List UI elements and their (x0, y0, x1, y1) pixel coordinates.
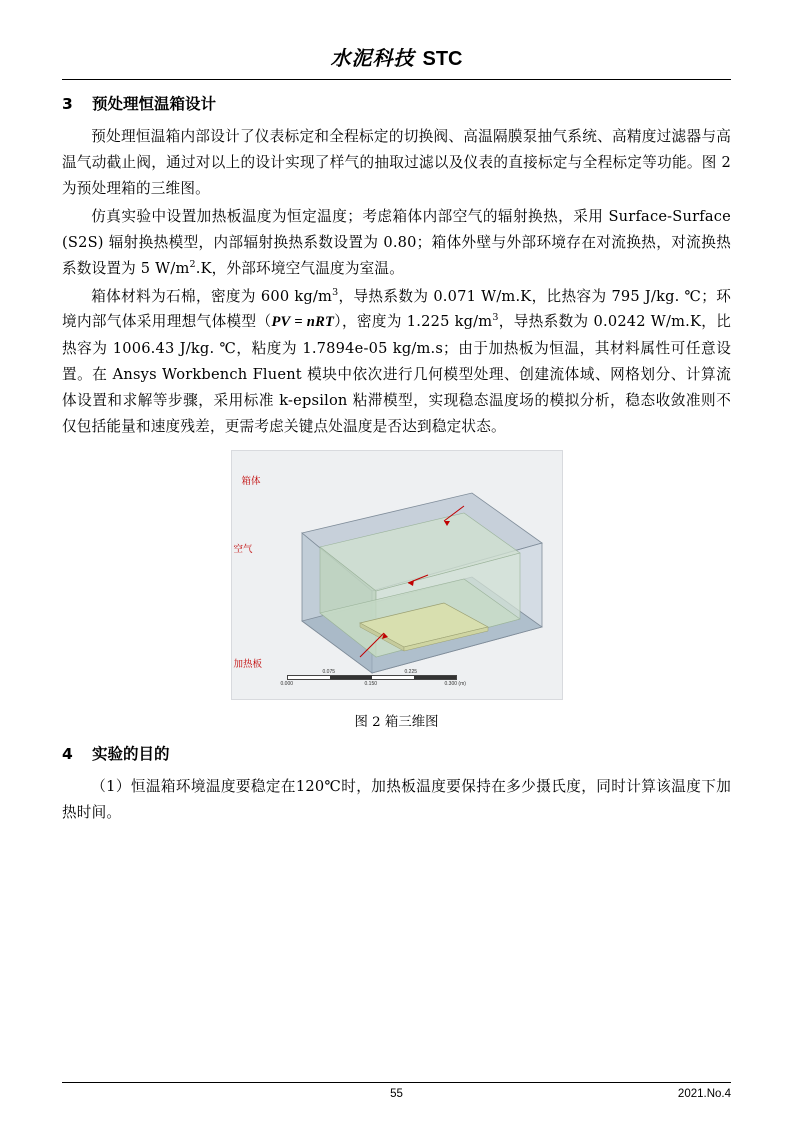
section-title-4: 实验的目的 (92, 745, 170, 764)
paragraph-2 (62, 204, 731, 282)
paragraph-3-part-d: ，导热系数为 0.0242 W/m.K，比热容为 1006.43 J/kg. ℃，粘度为 1.7894e-05 kg/m.s；由于加热板为恒温，其材料属性可任意设置。在 Ansys Workbench Fluent 模块中依次进行几何模型处理、创建流体域、网格划分、计算流体设置和求解等步骤，采用标准 k-epsilon 粘滞模型，实现稳态温度场的模拟分析，稳态收敛准则不仅包括能量和速度残差，更需考虑关键点处温度是否达到稳定状态。 (62, 313, 731, 436)
paragraph-4: （1）恒温箱环境温度要稳定在120℃时，加热板温度要保持在多少摄氏度，同时计算该温度下加热时间。 (62, 778, 731, 821)
scalebar-tick-1: 0.150 (364, 681, 378, 688)
paragraph-2-part-a: 仿真实验中设置加热板温度为恒定温度；考虑箱体内部空气的辐射换热，采用 Surface-Surface (S2S) 辐射换热模型，内部辐射换热系数设置为 0.80；箱体外壁与外部环境存在对流换热，对流换热系数设置为 5 W/m (62, 207, 731, 277)
section-number-3: 3 (62, 95, 73, 113)
enclosure-3d-model-svg (232, 451, 562, 699)
paragraph-3-part-c: ），密度为 1.225 kg/m (334, 313, 493, 331)
figure-label-heater: 加热板 (233, 659, 263, 671)
journal-title-en: STC (422, 48, 463, 70)
footer-page-number: 55 (390, 1088, 403, 1100)
scalebar-tick-0: 0.000 (280, 681, 294, 688)
footer-divider (62, 1082, 731, 1083)
section-title-3: 预处理恒温箱设计 (92, 95, 217, 113)
figure-2-caption: 图 2 箱三维图 (354, 715, 439, 731)
footer-issue: 2021.No.4 (677, 1088, 731, 1100)
header-divider (62, 79, 731, 80)
figure-2 (62, 450, 731, 730)
figure-label-air: 空气 (233, 544, 253, 556)
paragraph-2-superscript: 2 (189, 258, 196, 270)
section-heading-3 (62, 94, 731, 116)
running-header (62, 42, 731, 79)
scalebar-tick-m1: 0.075 (322, 669, 336, 676)
paragraph-3-part-a: 箱体材料为石棉，密度为 600 kg/m (91, 287, 333, 305)
scalebar-bar (287, 675, 457, 680)
section-heading-4 (62, 744, 731, 766)
paragraph-2-part-b: .K，外部环境空气温度为室温。 (195, 259, 404, 277)
figure-2-image (231, 450, 563, 700)
paragraph-3-superscript-1: 3 (332, 286, 339, 298)
scalebar-tick-2: 0.300 (m) (444, 681, 466, 688)
paragraph-1: 预处理恒温箱内部设计了仪表标定和全程标定的切换阀、高温隔膜泵抽气系统、高精度过滤器与高温气动截止阀，通过对以上的设计实现了样气的抽取过滤以及仪表的直接标定与全程标定等功能。图 2 为预处理箱的三维图。 (62, 127, 731, 197)
paragraph-3-part-b: ，导热系数为 0.071 W/m.K，比热容为 795 J/kg. ℃；环境内部气体采用理想气体模型（ (62, 287, 731, 331)
footer-row (62, 1088, 731, 1104)
page-content (62, 42, 731, 1082)
ideal-gas-formula: PV = nRT (271, 314, 335, 331)
scalebar-tick-m2: 0.225 (404, 669, 418, 676)
figure-scalebar (280, 669, 477, 689)
page-footer (62, 1082, 731, 1104)
paragraph-3 (62, 284, 731, 441)
section-number-4: 4 (62, 745, 73, 764)
paragraph-3-superscript-2: 3 (492, 312, 499, 324)
figure-label-box: 箱体 (241, 476, 261, 488)
journal-title-cn: 水泥科技 (330, 46, 415, 70)
